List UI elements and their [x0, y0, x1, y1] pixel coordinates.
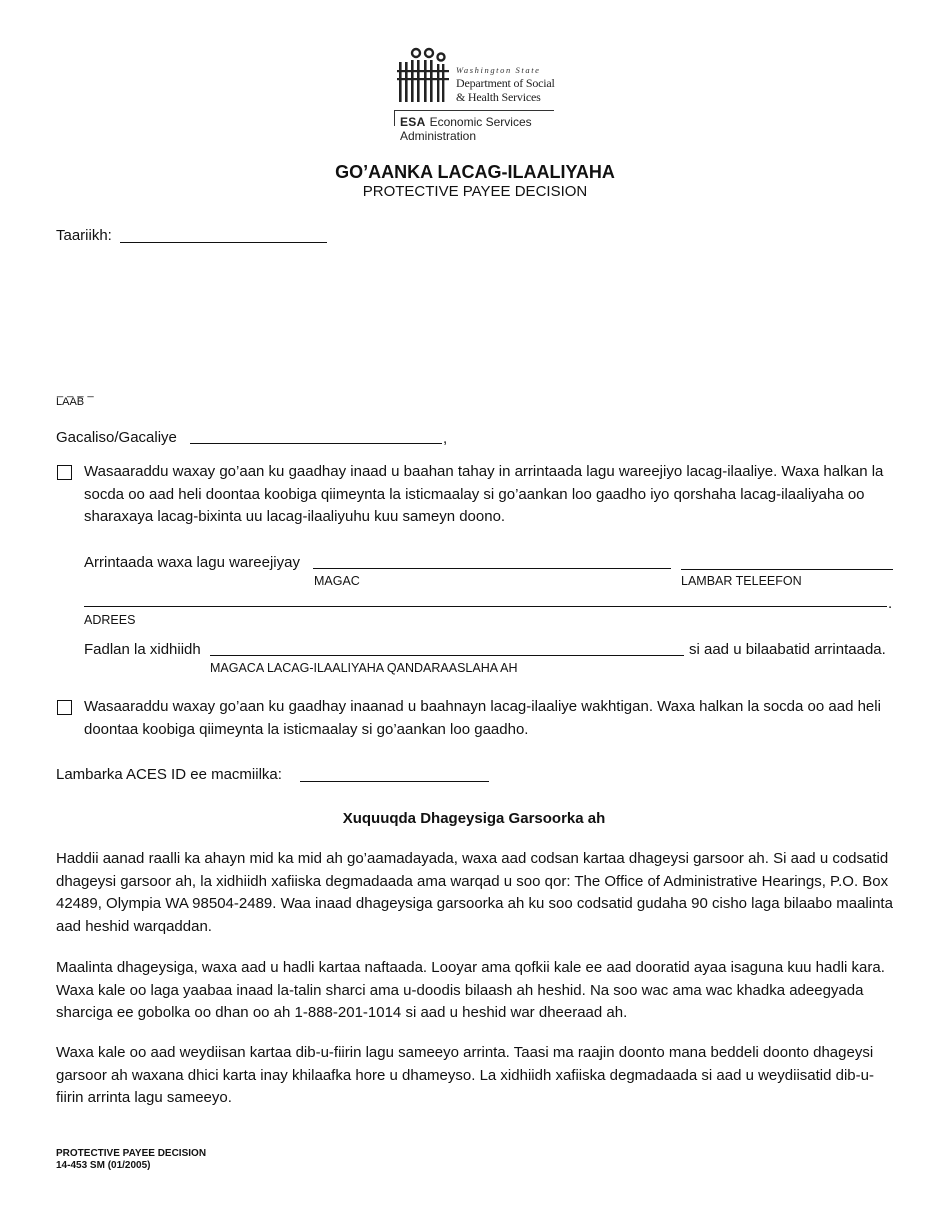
greeting-name-field[interactable] — [190, 443, 442, 444]
date-field[interactable] — [120, 242, 327, 243]
dshs-logo — [394, 46, 556, 146]
option2-text: Wasaaraddu waxay go’aan ku gaadhay inaanad u baahnayn lacag-ilaaliye wakhtigan. Waxa halkan la socda oo aad heli doontaa koobiga qiimeynta la isticmaalay si go’aankan loo gaadho. — [84, 698, 881, 738]
logo-dept-line1: Department of Social — [456, 76, 555, 90]
logo-dept-line2: & Health Services — [456, 90, 541, 104]
footer-form-number: 14-453 SM (01/2005) — [56, 1160, 151, 1171]
hearing-paragraph-3: Waxa kale oo aad weydiisan kartaa dib-u-fiirin lagu sameeyo arrinta. Taasi ma raajin doonto mana beddeli doonto dhageysi garsoor ah waxana dhici karta inay khilaafka hore u dhameyso. La xidhiidh xafiiska degmadaada si aad u weydiisatid dib-u-fiirin arrinta lagu sameeyo. — [56, 1044, 874, 1106]
date-label: Taariikh: — [56, 227, 112, 244]
transfer-label: Arrintaada waxa lagu wareejiyay — [84, 554, 300, 571]
logo-esa-name: Economic Services — [429, 115, 532, 129]
aces-id-field[interactable] — [300, 781, 489, 782]
address-caption: ADREES — [84, 613, 136, 627]
phone-caption: LAMBAR TELEEFON — [681, 574, 802, 588]
logo-department — [456, 76, 555, 104]
logo-state: Washington State — [456, 65, 541, 75]
greeting-comma: , — [443, 430, 448, 447]
page-title: GO’AANKA LACAG-ILAALIYAHA — [335, 162, 615, 182]
standard-payee-field[interactable] — [210, 655, 684, 656]
payee-phone-field[interactable] — [681, 569, 893, 570]
payee-name-field[interactable] — [313, 568, 671, 569]
address-label: LAAB — [56, 396, 85, 408]
option2-checkbox[interactable] — [57, 700, 72, 715]
payee-address-field[interactable] — [84, 606, 887, 607]
greeting-label: Gacaliso/Gacaliye — [56, 429, 177, 446]
logo-rule — [394, 110, 554, 111]
standard-payee-caption: MAGACA LACAG-ILAALIYAHA QANDARAASLAHA AH — [210, 661, 518, 675]
option1-text: Wasaaraddu waxay go’aan ku gaadhay inaad u baahan tahay in arrintaada lagu wareejiyo lacag-ilaaliye. Waxa halkan la socda oo aad heli doontaa koobiga qiimeynta la isticmaalay si go’aankan loo gaadho iyo qorshaha lacag-ilaaliyaha oo sharaxaya lacag-bixinta uu lacag-ilaaliyuhu kuu sameyn doono. — [84, 463, 884, 525]
logo-vbar — [394, 110, 395, 126]
name-caption: MAGAC — [314, 574, 360, 588]
contact-suffix: si aad u bilaabatid arrintaada. — [689, 641, 886, 658]
dshs-people-icon — [396, 46, 452, 106]
hearing-paragraph-2: Maalinta dhageysiga, waxa aad u hadli kartaa naftaada. Looyar ama qofkii kale ee aad dooratid ayaa isaguna kuu hadli kara. Waxa kale oo laga yaabaa inaad la-talin sharci ama u-doodis bilaash ah heshid. Na soo wac ama wac khadka adeegyada sharciga ee gobolka oo dhan oo ah 1-888-201-1014 si aad u heshid war dheeraad ah. — [56, 959, 885, 1021]
aces-id-label: Lambarka ACES ID ee macmiilka: — [56, 766, 282, 783]
page-subtitle: PROTECTIVE PAYEE DECISION — [362, 183, 588, 200]
logo-admin: Administration — [400, 129, 477, 143]
hearing-heading: Xuquuqda Dhageysiga Garsoorka ah — [342, 810, 606, 827]
address-dashes: _ _ _ _ — [57, 386, 95, 398]
option1-checkbox[interactable] — [57, 465, 72, 480]
logo-esa-abbr: ESA — [400, 115, 426, 129]
logo-esa — [400, 115, 532, 129]
hearing-paragraph-1: Haddii aanad raalli ka ahayn mid ka mid ah go’aamadayada, waxa aad codsan kartaa dhageysi garsoor ah. Si aad u codsatid dhageysi garsoor ah, la xidhiidh xafiiska degmadaada ama warqad u soo qor: The Office of Administrative Hearings, P.O. Box 42489, Olympia WA 98504-2489. Waa inaad dhageysiga garsoorka ah ku soo codsatid gudaha 90 cisho laga bilaabo maalinta aad heshid warqaddan. — [56, 850, 893, 935]
footer-form-title: PROTECTIVE PAYEE DECISION — [56, 1148, 207, 1159]
address-period: . — [888, 595, 893, 612]
contact-label: Fadlan la xidhiidh — [84, 641, 201, 658]
